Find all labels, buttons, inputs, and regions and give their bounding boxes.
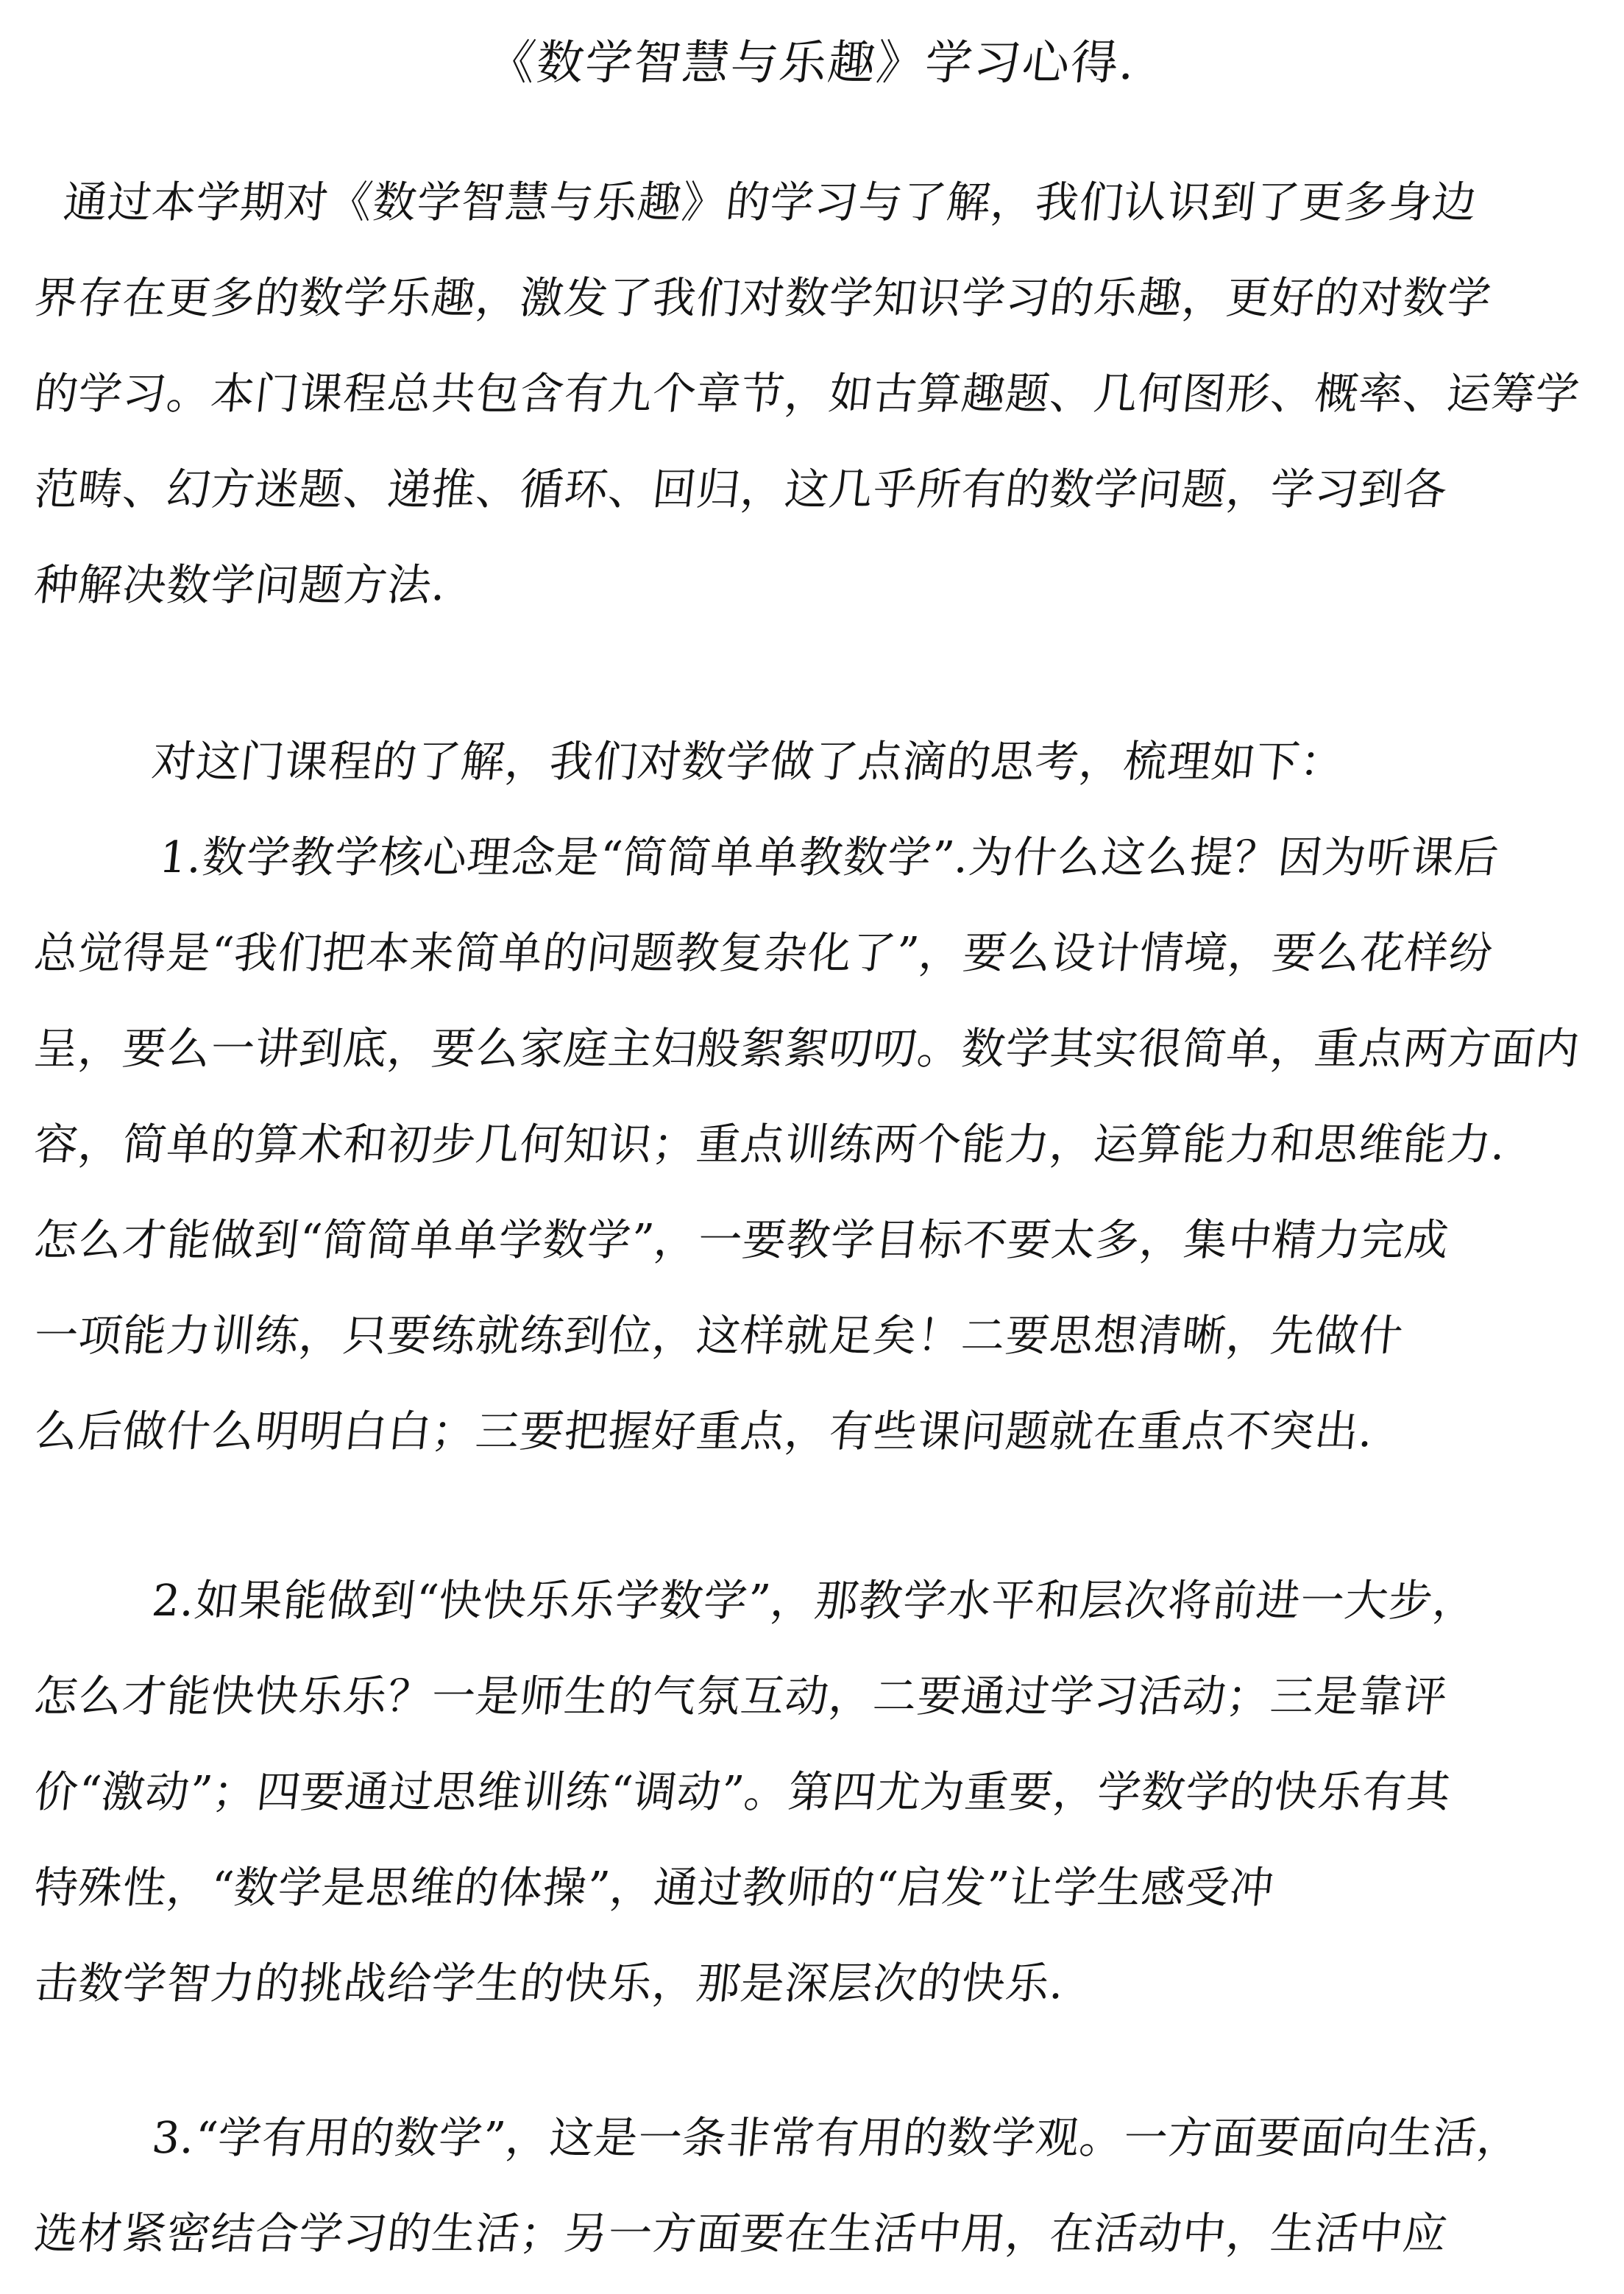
text-line: 的学习。本门课程总共包含有九个章节，如古算趣题、几何图形、概率、运筹学 [32,368,1583,419]
text-line: 价“激动”；四要通过思维训练“调动”。第四尤为重要，学数学的快乐有其 [32,1766,1454,1817]
text-line: 容，简单的算术和初步几何知识；重点训练两个能力，运算能力和思维能力. [32,1119,1509,1169]
text-line: 2.如果能做到“快快乐乐学数学”，那教学水平和层次将前进一大步， [149,1575,1481,1626]
text-line: 种解决数学问题方法. [32,559,450,610]
text-line: 界存在更多的数学乐趣，激发了我们对数学知识学习的乐趣，更好的对数学 [32,272,1494,323]
text-line: 怎么才能快快乐乐？一是师生的气氛互动，二要通过学习活动；三是靠评 [32,1671,1450,1721]
text-line: 3.“学有用的数学”，这是一条非常有用的数学观。一方面要面向生活， [149,2112,1525,2163]
page-title: 《数学智慧与乐趣》学习心得. [485,36,1139,91]
text-line: 么后做什么明明白白；三要把握好重点，有些课问题就在重点不突出. [32,1406,1377,1456]
text-line: 特殊性，“数学是思维的体操”，通过教师的“启发”让学生感受冲 [32,1862,1277,1913]
text-line: 总觉得是“我们把本来简单的问题教复杂化了”，要么设计情境，要么花样纷 [32,927,1496,978]
text-line: 选材紧密结合学习的生活；另一方面要在生活中用，在活动中，生活中应 [32,2208,1450,2259]
text-line: 怎么才能做到“简简单单学数学”，一要教学目标不要太多，集中精力完成 [32,1214,1452,1265]
text-line: 1.数学教学核心理念是“简简单单教数学”.为什么这么提？因为听课后 [157,832,1502,882]
text-line: 通过本学期对《数学智慧与乐趣》的学习与了解，我们认识到了更多身边 [61,177,1480,227]
text-line: 击数学智力的挑战给学生的快乐，那是深层次的快乐. [32,1958,1068,2008]
text-line: 一项能力训练，只要练就练到位，这样就足矣！二要思想清晰，先做什 [32,1310,1406,1361]
text-line: 范畴、幻方迷题、递推、循环、回归，这几乎所有的数学问题，学习到各 [32,464,1450,514]
text-line: 呈，要么一讲到底，要么家庭主妇般絮絮叨叨。数学其实很简单，重点两方面内 [32,1023,1583,1074]
text-line: 对这门课程的了解，我们对数学做了点滴的思考，梳理如下： [149,736,1347,787]
